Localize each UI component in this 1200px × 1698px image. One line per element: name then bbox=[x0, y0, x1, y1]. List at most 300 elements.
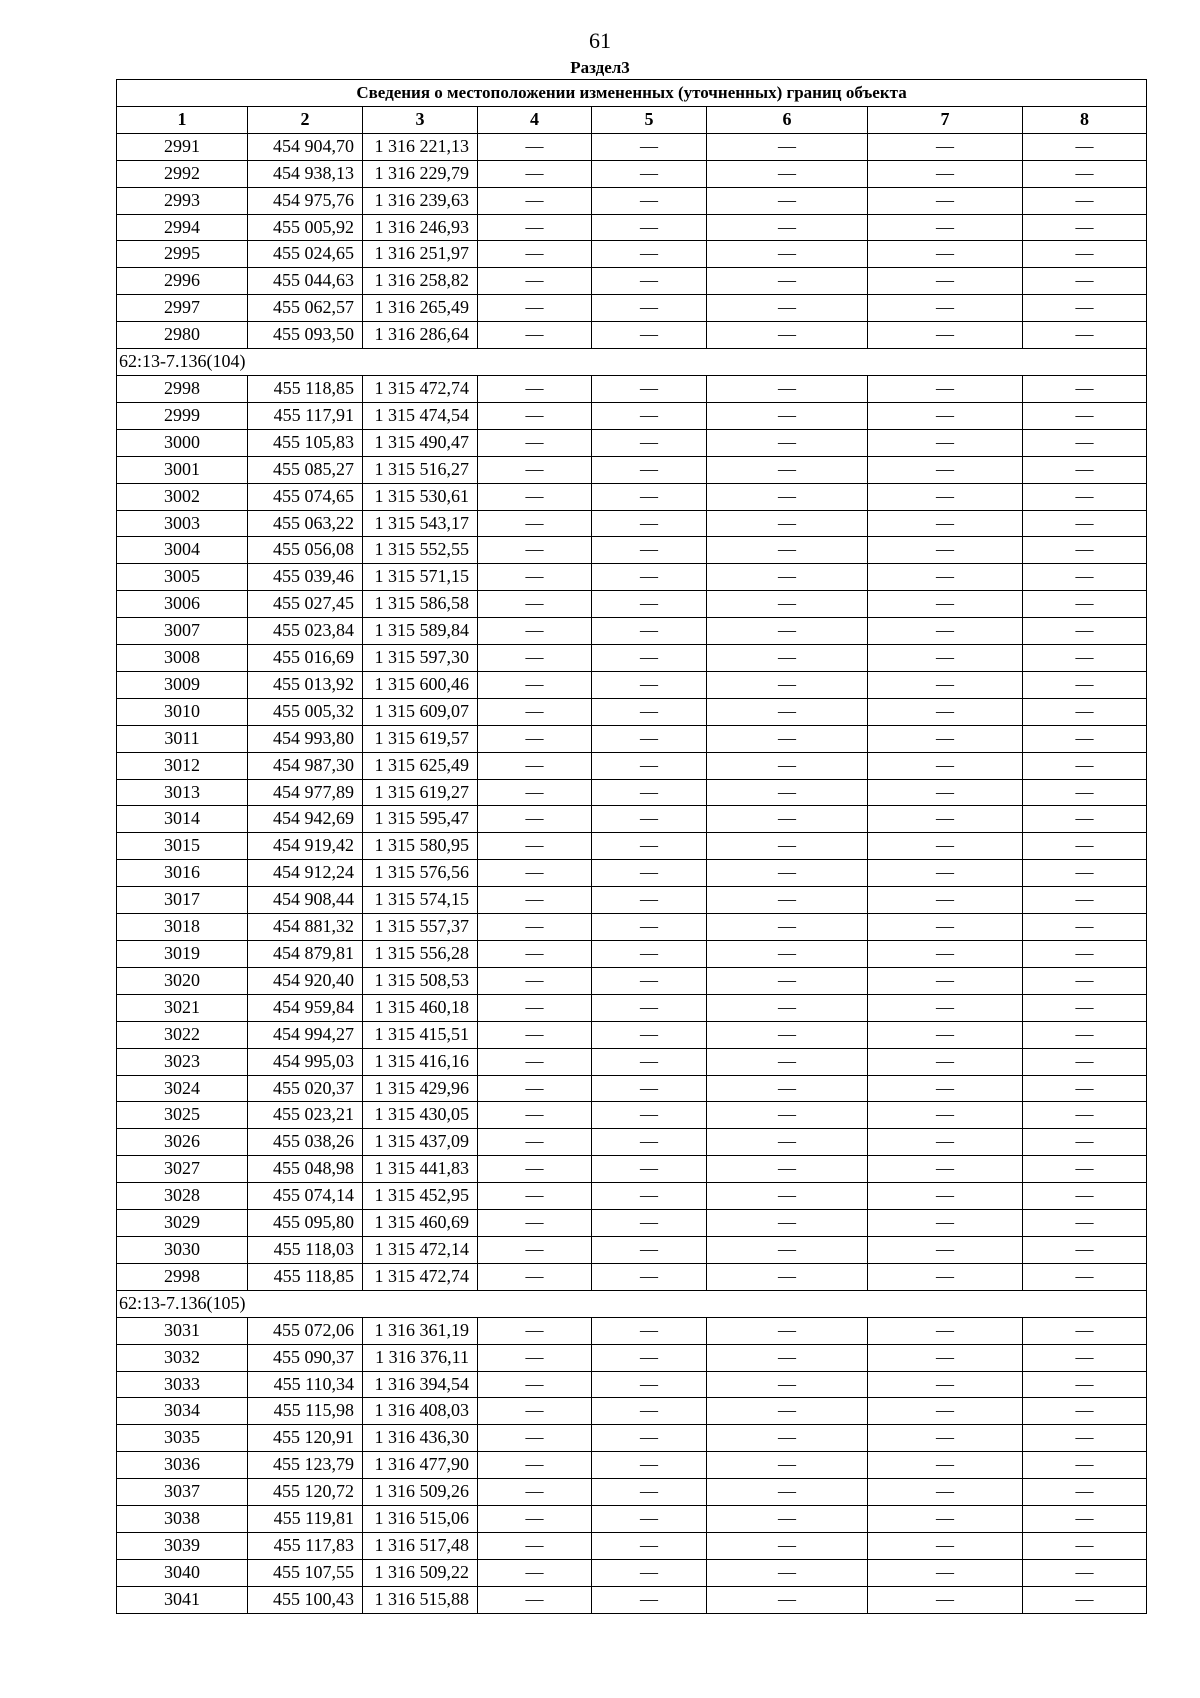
table-row bbox=[117, 295, 1147, 322]
point-number: 3016 bbox=[117, 860, 248, 887]
empty-value-dash: — bbox=[478, 887, 592, 914]
table-row bbox=[117, 752, 1147, 779]
empty-value-dash: — bbox=[868, 725, 1023, 752]
coordinate-y: 1 315 552,55 bbox=[363, 537, 478, 564]
empty-value-dash: — bbox=[1023, 402, 1147, 429]
coordinate-x: 455 117,91 bbox=[248, 402, 363, 429]
empty-value-dash: — bbox=[707, 1236, 868, 1263]
empty-value-dash: — bbox=[1023, 618, 1147, 645]
table-row bbox=[117, 268, 1147, 295]
table-row bbox=[117, 1452, 1147, 1479]
empty-value-dash: — bbox=[1023, 429, 1147, 456]
coordinate-x: 454 994,27 bbox=[248, 1021, 363, 1048]
empty-value-dash: — bbox=[707, 779, 868, 806]
point-number: 3040 bbox=[117, 1559, 248, 1586]
coordinate-y: 1 316 265,49 bbox=[363, 295, 478, 322]
empty-value-dash: — bbox=[478, 833, 592, 860]
coordinate-y: 1 315 441,83 bbox=[363, 1156, 478, 1183]
empty-value-dash: — bbox=[592, 860, 707, 887]
empty-value-dash: — bbox=[478, 752, 592, 779]
coordinate-y: 1 315 574,15 bbox=[363, 887, 478, 914]
empty-value-dash: — bbox=[478, 860, 592, 887]
empty-value-dash: — bbox=[1023, 833, 1147, 860]
table-row bbox=[117, 133, 1147, 160]
empty-value-dash: — bbox=[868, 914, 1023, 941]
empty-value-dash: — bbox=[592, 833, 707, 860]
coordinate-y: 1 315 452,95 bbox=[363, 1183, 478, 1210]
empty-value-dash: — bbox=[478, 1183, 592, 1210]
table-row bbox=[117, 833, 1147, 860]
empty-value-dash: — bbox=[707, 1129, 868, 1156]
coordinate-y: 1 315 516,27 bbox=[363, 456, 478, 483]
empty-value-dash: — bbox=[1023, 1102, 1147, 1129]
point-number: 2996 bbox=[117, 268, 248, 295]
point-number: 3026 bbox=[117, 1129, 248, 1156]
coordinate-x: 454 987,30 bbox=[248, 752, 363, 779]
point-number: 3018 bbox=[117, 914, 248, 941]
empty-value-dash: — bbox=[1023, 375, 1147, 402]
empty-value-dash: — bbox=[707, 833, 868, 860]
point-number: 3008 bbox=[117, 645, 248, 672]
empty-value-dash: — bbox=[868, 994, 1023, 1021]
coordinate-y: 1 316 517,48 bbox=[363, 1532, 478, 1559]
empty-value-dash: — bbox=[478, 322, 592, 349]
coordinate-x: 455 056,08 bbox=[248, 537, 363, 564]
empty-value-dash: — bbox=[1023, 510, 1147, 537]
coordinate-y: 1 316 251,97 bbox=[363, 241, 478, 268]
table-row bbox=[117, 1586, 1147, 1613]
empty-value-dash: — bbox=[592, 160, 707, 187]
empty-value-dash: — bbox=[868, 295, 1023, 322]
empty-value-dash: — bbox=[707, 429, 868, 456]
empty-value-dash: — bbox=[592, 671, 707, 698]
coordinate-y: 1 315 589,84 bbox=[363, 618, 478, 645]
empty-value-dash: — bbox=[707, 1156, 868, 1183]
empty-value-dash: — bbox=[478, 671, 592, 698]
point-number: 3024 bbox=[117, 1075, 248, 1102]
point-number: 2997 bbox=[117, 295, 248, 322]
coordinate-x: 455 090,37 bbox=[248, 1344, 363, 1371]
point-number: 3011 bbox=[117, 725, 248, 752]
coordinate-x: 454 912,24 bbox=[248, 860, 363, 887]
empty-value-dash: — bbox=[478, 645, 592, 672]
empty-value-dash: — bbox=[1023, 1398, 1147, 1425]
table-row bbox=[117, 698, 1147, 725]
empty-value-dash: — bbox=[592, 1532, 707, 1559]
table-row bbox=[117, 645, 1147, 672]
empty-value-dash: — bbox=[1023, 214, 1147, 241]
coordinate-x: 455 023,21 bbox=[248, 1102, 363, 1129]
empty-value-dash: — bbox=[592, 941, 707, 968]
point-number: 3007 bbox=[117, 618, 248, 645]
coordinate-x: 455 115,98 bbox=[248, 1398, 363, 1425]
coordinate-x: 455 063,22 bbox=[248, 510, 363, 537]
empty-value-dash: — bbox=[592, 1344, 707, 1371]
empty-value-dash: — bbox=[478, 402, 592, 429]
point-number: 3000 bbox=[117, 429, 248, 456]
table-row bbox=[117, 914, 1147, 941]
coordinate-y: 1 315 508,53 bbox=[363, 967, 478, 994]
empty-value-dash: — bbox=[478, 456, 592, 483]
coordinate-y: 1 315 576,56 bbox=[363, 860, 478, 887]
empty-value-dash: — bbox=[478, 618, 592, 645]
empty-value-dash: — bbox=[592, 1371, 707, 1398]
empty-value-dash: — bbox=[478, 1075, 592, 1102]
empty-value-dash: — bbox=[1023, 187, 1147, 214]
point-number: 3022 bbox=[117, 1021, 248, 1048]
empty-value-dash: — bbox=[1023, 268, 1147, 295]
coordinate-y: 1 316 408,03 bbox=[363, 1398, 478, 1425]
coordinate-y: 1 315 460,69 bbox=[363, 1210, 478, 1237]
empty-value-dash: — bbox=[478, 537, 592, 564]
coordinate-x: 455 123,79 bbox=[248, 1452, 363, 1479]
point-number: 2991 bbox=[117, 133, 248, 160]
coordinate-x: 455 062,57 bbox=[248, 295, 363, 322]
empty-value-dash: — bbox=[1023, 1210, 1147, 1237]
point-number: 3028 bbox=[117, 1183, 248, 1210]
empty-value-dash: — bbox=[868, 1048, 1023, 1075]
empty-value-dash: — bbox=[707, 1506, 868, 1533]
empty-value-dash: — bbox=[478, 698, 592, 725]
table-row bbox=[117, 1398, 1147, 1425]
coordinate-x: 455 020,37 bbox=[248, 1075, 363, 1102]
point-number: 2998 bbox=[117, 1263, 248, 1290]
table-row bbox=[117, 591, 1147, 618]
empty-value-dash: — bbox=[1023, 1156, 1147, 1183]
table-row bbox=[117, 806, 1147, 833]
empty-value-dash: — bbox=[707, 375, 868, 402]
empty-value-dash: — bbox=[478, 1532, 592, 1559]
coordinate-x: 455 024,65 bbox=[248, 241, 363, 268]
empty-value-dash: — bbox=[478, 1102, 592, 1129]
empty-value-dash: — bbox=[1023, 914, 1147, 941]
empty-value-dash: — bbox=[1023, 1479, 1147, 1506]
empty-value-dash: — bbox=[868, 618, 1023, 645]
empty-value-dash: — bbox=[707, 564, 868, 591]
coordinate-y: 1 315 474,54 bbox=[363, 402, 478, 429]
column-header: 8 bbox=[1023, 106, 1147, 133]
empty-value-dash: — bbox=[707, 1425, 868, 1452]
empty-value-dash: — bbox=[592, 214, 707, 241]
empty-value-dash: — bbox=[478, 1452, 592, 1479]
coordinate-x: 454 993,80 bbox=[248, 725, 363, 752]
empty-value-dash: — bbox=[868, 941, 1023, 968]
coordinate-x: 455 044,63 bbox=[248, 268, 363, 295]
empty-value-dash: — bbox=[868, 860, 1023, 887]
empty-value-dash: — bbox=[707, 295, 868, 322]
empty-value-dash: — bbox=[707, 1398, 868, 1425]
table-row bbox=[117, 941, 1147, 968]
coordinate-y: 1 316 477,90 bbox=[363, 1452, 478, 1479]
table-row bbox=[117, 1236, 1147, 1263]
empty-value-dash: — bbox=[707, 1371, 868, 1398]
empty-value-dash: — bbox=[707, 1183, 868, 1210]
coordinate-x: 455 005,32 bbox=[248, 698, 363, 725]
coordinate-y: 1 316 239,63 bbox=[363, 187, 478, 214]
empty-value-dash: — bbox=[1023, 1048, 1147, 1075]
empty-value-dash: — bbox=[1023, 1506, 1147, 1533]
empty-value-dash: — bbox=[592, 1586, 707, 1613]
empty-value-dash: — bbox=[592, 1156, 707, 1183]
empty-value-dash: — bbox=[868, 779, 1023, 806]
point-number: 3009 bbox=[117, 671, 248, 698]
empty-value-dash: — bbox=[1023, 1344, 1147, 1371]
point-number: 2992 bbox=[117, 160, 248, 187]
empty-value-dash: — bbox=[592, 1398, 707, 1425]
empty-value-dash: — bbox=[478, 160, 592, 187]
empty-value-dash: — bbox=[1023, 645, 1147, 672]
coordinate-y: 1 315 586,58 bbox=[363, 591, 478, 618]
column-header: 3 bbox=[363, 106, 478, 133]
empty-value-dash: — bbox=[478, 1021, 592, 1048]
empty-value-dash: — bbox=[592, 1210, 707, 1237]
empty-value-dash: — bbox=[1023, 1559, 1147, 1586]
coordinate-y: 1 316 221,13 bbox=[363, 133, 478, 160]
coordinate-y: 1 315 490,47 bbox=[363, 429, 478, 456]
empty-value-dash: — bbox=[707, 914, 868, 941]
empty-value-dash: — bbox=[1023, 1317, 1147, 1344]
coordinate-x: 455 039,46 bbox=[248, 564, 363, 591]
boundary-coordinates-table bbox=[116, 79, 1147, 1614]
empty-value-dash: — bbox=[707, 994, 868, 1021]
empty-value-dash: — bbox=[592, 1102, 707, 1129]
empty-value-dash: — bbox=[707, 456, 868, 483]
empty-value-dash: — bbox=[707, 1075, 868, 1102]
empty-value-dash: — bbox=[868, 429, 1023, 456]
empty-value-dash: — bbox=[592, 779, 707, 806]
coordinate-x: 455 093,50 bbox=[248, 322, 363, 349]
empty-value-dash: — bbox=[1023, 456, 1147, 483]
empty-value-dash: — bbox=[592, 564, 707, 591]
empty-value-dash: — bbox=[707, 268, 868, 295]
table-row bbox=[117, 1263, 1147, 1290]
point-number: 3030 bbox=[117, 1236, 248, 1263]
empty-value-dash: — bbox=[592, 429, 707, 456]
empty-value-dash: — bbox=[478, 1129, 592, 1156]
empty-value-dash: — bbox=[1023, 967, 1147, 994]
empty-value-dash: — bbox=[868, 268, 1023, 295]
empty-value-dash: — bbox=[1023, 725, 1147, 752]
empty-value-dash: — bbox=[707, 618, 868, 645]
empty-value-dash: — bbox=[707, 241, 868, 268]
empty-value-dash: — bbox=[478, 1048, 592, 1075]
point-number: 2999 bbox=[117, 402, 248, 429]
empty-value-dash: — bbox=[592, 1021, 707, 1048]
empty-value-dash: — bbox=[707, 645, 868, 672]
table-row bbox=[117, 241, 1147, 268]
empty-value-dash: — bbox=[592, 806, 707, 833]
coordinate-y: 1 316 394,54 bbox=[363, 1371, 478, 1398]
empty-value-dash: — bbox=[868, 1371, 1023, 1398]
point-number: 3013 bbox=[117, 779, 248, 806]
column-header-row bbox=[117, 106, 1147, 133]
empty-value-dash: — bbox=[478, 725, 592, 752]
empty-value-dash: — bbox=[707, 967, 868, 994]
empty-value-dash: — bbox=[868, 967, 1023, 994]
empty-value-dash: — bbox=[1023, 241, 1147, 268]
empty-value-dash: — bbox=[707, 887, 868, 914]
empty-value-dash: — bbox=[478, 806, 592, 833]
coordinate-y: 1 315 472,74 bbox=[363, 375, 478, 402]
table-row bbox=[117, 671, 1147, 698]
empty-value-dash: — bbox=[868, 537, 1023, 564]
empty-value-dash: — bbox=[1023, 1532, 1147, 1559]
coordinate-y: 1 315 472,14 bbox=[363, 1236, 478, 1263]
empty-value-dash: — bbox=[868, 591, 1023, 618]
empty-value-dash: — bbox=[478, 967, 592, 994]
table-row bbox=[117, 160, 1147, 187]
empty-value-dash: — bbox=[707, 941, 868, 968]
table-row bbox=[117, 1156, 1147, 1183]
empty-value-dash: — bbox=[707, 1317, 868, 1344]
empty-value-dash: — bbox=[478, 1317, 592, 1344]
coordinate-y: 1 315 557,37 bbox=[363, 914, 478, 941]
coordinate-x: 454 908,44 bbox=[248, 887, 363, 914]
coordinate-y: 1 316 509,22 bbox=[363, 1559, 478, 1586]
empty-value-dash: — bbox=[1023, 1263, 1147, 1290]
empty-value-dash: — bbox=[478, 994, 592, 1021]
empty-value-dash: — bbox=[1023, 1183, 1147, 1210]
empty-value-dash: — bbox=[1023, 994, 1147, 1021]
coordinate-x: 455 110,34 bbox=[248, 1371, 363, 1398]
empty-value-dash: — bbox=[478, 268, 592, 295]
empty-value-dash: — bbox=[1023, 752, 1147, 779]
point-number: 3041 bbox=[117, 1586, 248, 1613]
empty-value-dash: — bbox=[592, 1129, 707, 1156]
coordinate-x: 455 120,72 bbox=[248, 1479, 363, 1506]
table-row bbox=[117, 1129, 1147, 1156]
empty-value-dash: — bbox=[478, 1506, 592, 1533]
empty-value-dash: — bbox=[1023, 887, 1147, 914]
empty-value-dash: — bbox=[1023, 1021, 1147, 1048]
empty-value-dash: — bbox=[707, 1210, 868, 1237]
point-number: 3038 bbox=[117, 1506, 248, 1533]
empty-value-dash: — bbox=[707, 187, 868, 214]
point-number: 3035 bbox=[117, 1425, 248, 1452]
point-number: 3034 bbox=[117, 1398, 248, 1425]
empty-value-dash: — bbox=[592, 1263, 707, 1290]
coordinate-y: 1 316 436,30 bbox=[363, 1425, 478, 1452]
table-row bbox=[117, 994, 1147, 1021]
empty-value-dash: — bbox=[592, 1075, 707, 1102]
empty-value-dash: — bbox=[868, 1559, 1023, 1586]
empty-value-dash: — bbox=[592, 698, 707, 725]
empty-value-dash: — bbox=[478, 1263, 592, 1290]
empty-value-dash: — bbox=[1023, 941, 1147, 968]
coordinate-y: 1 316 286,64 bbox=[363, 322, 478, 349]
table-row bbox=[117, 967, 1147, 994]
coordinate-y: 1 315 619,27 bbox=[363, 779, 478, 806]
empty-value-dash: — bbox=[1023, 1425, 1147, 1452]
point-number: 3033 bbox=[117, 1371, 248, 1398]
coordinate-x: 455 118,85 bbox=[248, 375, 363, 402]
point-number: 3021 bbox=[117, 994, 248, 1021]
empty-value-dash: — bbox=[1023, 1371, 1147, 1398]
coordinate-x: 454 995,03 bbox=[248, 1048, 363, 1075]
coordinate-x: 455 118,03 bbox=[248, 1236, 363, 1263]
table-row bbox=[117, 779, 1147, 806]
empty-value-dash: — bbox=[478, 214, 592, 241]
coordinate-x: 454 942,69 bbox=[248, 806, 363, 833]
empty-value-dash: — bbox=[707, 1263, 868, 1290]
empty-value-dash: — bbox=[707, 860, 868, 887]
empty-value-dash: — bbox=[868, 1075, 1023, 1102]
empty-value-dash: — bbox=[707, 1344, 868, 1371]
empty-value-dash: — bbox=[592, 375, 707, 402]
empty-value-dash: — bbox=[707, 806, 868, 833]
point-number: 2994 bbox=[117, 214, 248, 241]
point-number: 3012 bbox=[117, 752, 248, 779]
table-row bbox=[117, 510, 1147, 537]
coordinate-y: 1 315 430,05 bbox=[363, 1102, 478, 1129]
object-number: 62:13-7.136(105) bbox=[117, 1290, 1147, 1317]
point-number: 3001 bbox=[117, 456, 248, 483]
coordinate-x: 455 074,14 bbox=[248, 1183, 363, 1210]
empty-value-dash: — bbox=[592, 510, 707, 537]
empty-value-dash: — bbox=[868, 1210, 1023, 1237]
coordinate-y: 1 315 571,15 bbox=[363, 564, 478, 591]
point-number: 3025 bbox=[117, 1102, 248, 1129]
point-number: 3019 bbox=[117, 941, 248, 968]
table-row bbox=[117, 1425, 1147, 1452]
coordinate-y: 1 316 515,06 bbox=[363, 1506, 478, 1533]
empty-value-dash: — bbox=[707, 214, 868, 241]
empty-value-dash: — bbox=[707, 591, 868, 618]
empty-value-dash: — bbox=[868, 645, 1023, 672]
empty-value-dash: — bbox=[707, 1102, 868, 1129]
empty-value-dash: — bbox=[868, 1398, 1023, 1425]
empty-value-dash: — bbox=[478, 564, 592, 591]
empty-value-dash: — bbox=[478, 914, 592, 941]
coordinate-x: 455 016,69 bbox=[248, 645, 363, 672]
page-number: 61 bbox=[589, 28, 611, 53]
empty-value-dash: — bbox=[1023, 1452, 1147, 1479]
coordinate-y: 1 316 376,11 bbox=[363, 1344, 478, 1371]
coordinate-x: 455 048,98 bbox=[248, 1156, 363, 1183]
column-header: 7 bbox=[868, 106, 1023, 133]
coordinate-x: 455 117,83 bbox=[248, 1532, 363, 1559]
empty-value-dash: — bbox=[868, 1452, 1023, 1479]
object-group-row bbox=[117, 349, 1147, 376]
empty-value-dash: — bbox=[707, 725, 868, 752]
empty-value-dash: — bbox=[592, 994, 707, 1021]
column-header: 5 bbox=[592, 106, 707, 133]
empty-value-dash: — bbox=[868, 671, 1023, 698]
coordinate-x: 454 904,70 bbox=[248, 133, 363, 160]
table-row bbox=[117, 429, 1147, 456]
empty-value-dash: — bbox=[478, 779, 592, 806]
empty-value-dash: — bbox=[592, 1559, 707, 1586]
empty-value-dash: — bbox=[868, 241, 1023, 268]
empty-value-dash: — bbox=[592, 268, 707, 295]
point-number: 3010 bbox=[117, 698, 248, 725]
empty-value-dash: — bbox=[592, 1236, 707, 1263]
empty-value-dash: — bbox=[707, 698, 868, 725]
empty-value-dash: — bbox=[592, 1317, 707, 1344]
empty-value-dash: — bbox=[1023, 322, 1147, 349]
empty-value-dash: — bbox=[1023, 806, 1147, 833]
empty-value-dash: — bbox=[1023, 779, 1147, 806]
point-number: 3023 bbox=[117, 1048, 248, 1075]
coordinate-x: 454 920,40 bbox=[248, 967, 363, 994]
coordinate-y: 1 316 515,88 bbox=[363, 1586, 478, 1613]
empty-value-dash: — bbox=[868, 375, 1023, 402]
table-row bbox=[117, 1344, 1147, 1371]
empty-value-dash: — bbox=[868, 322, 1023, 349]
empty-value-dash: — bbox=[1023, 295, 1147, 322]
point-number: 2995 bbox=[117, 241, 248, 268]
coordinate-x: 455 119,81 bbox=[248, 1506, 363, 1533]
